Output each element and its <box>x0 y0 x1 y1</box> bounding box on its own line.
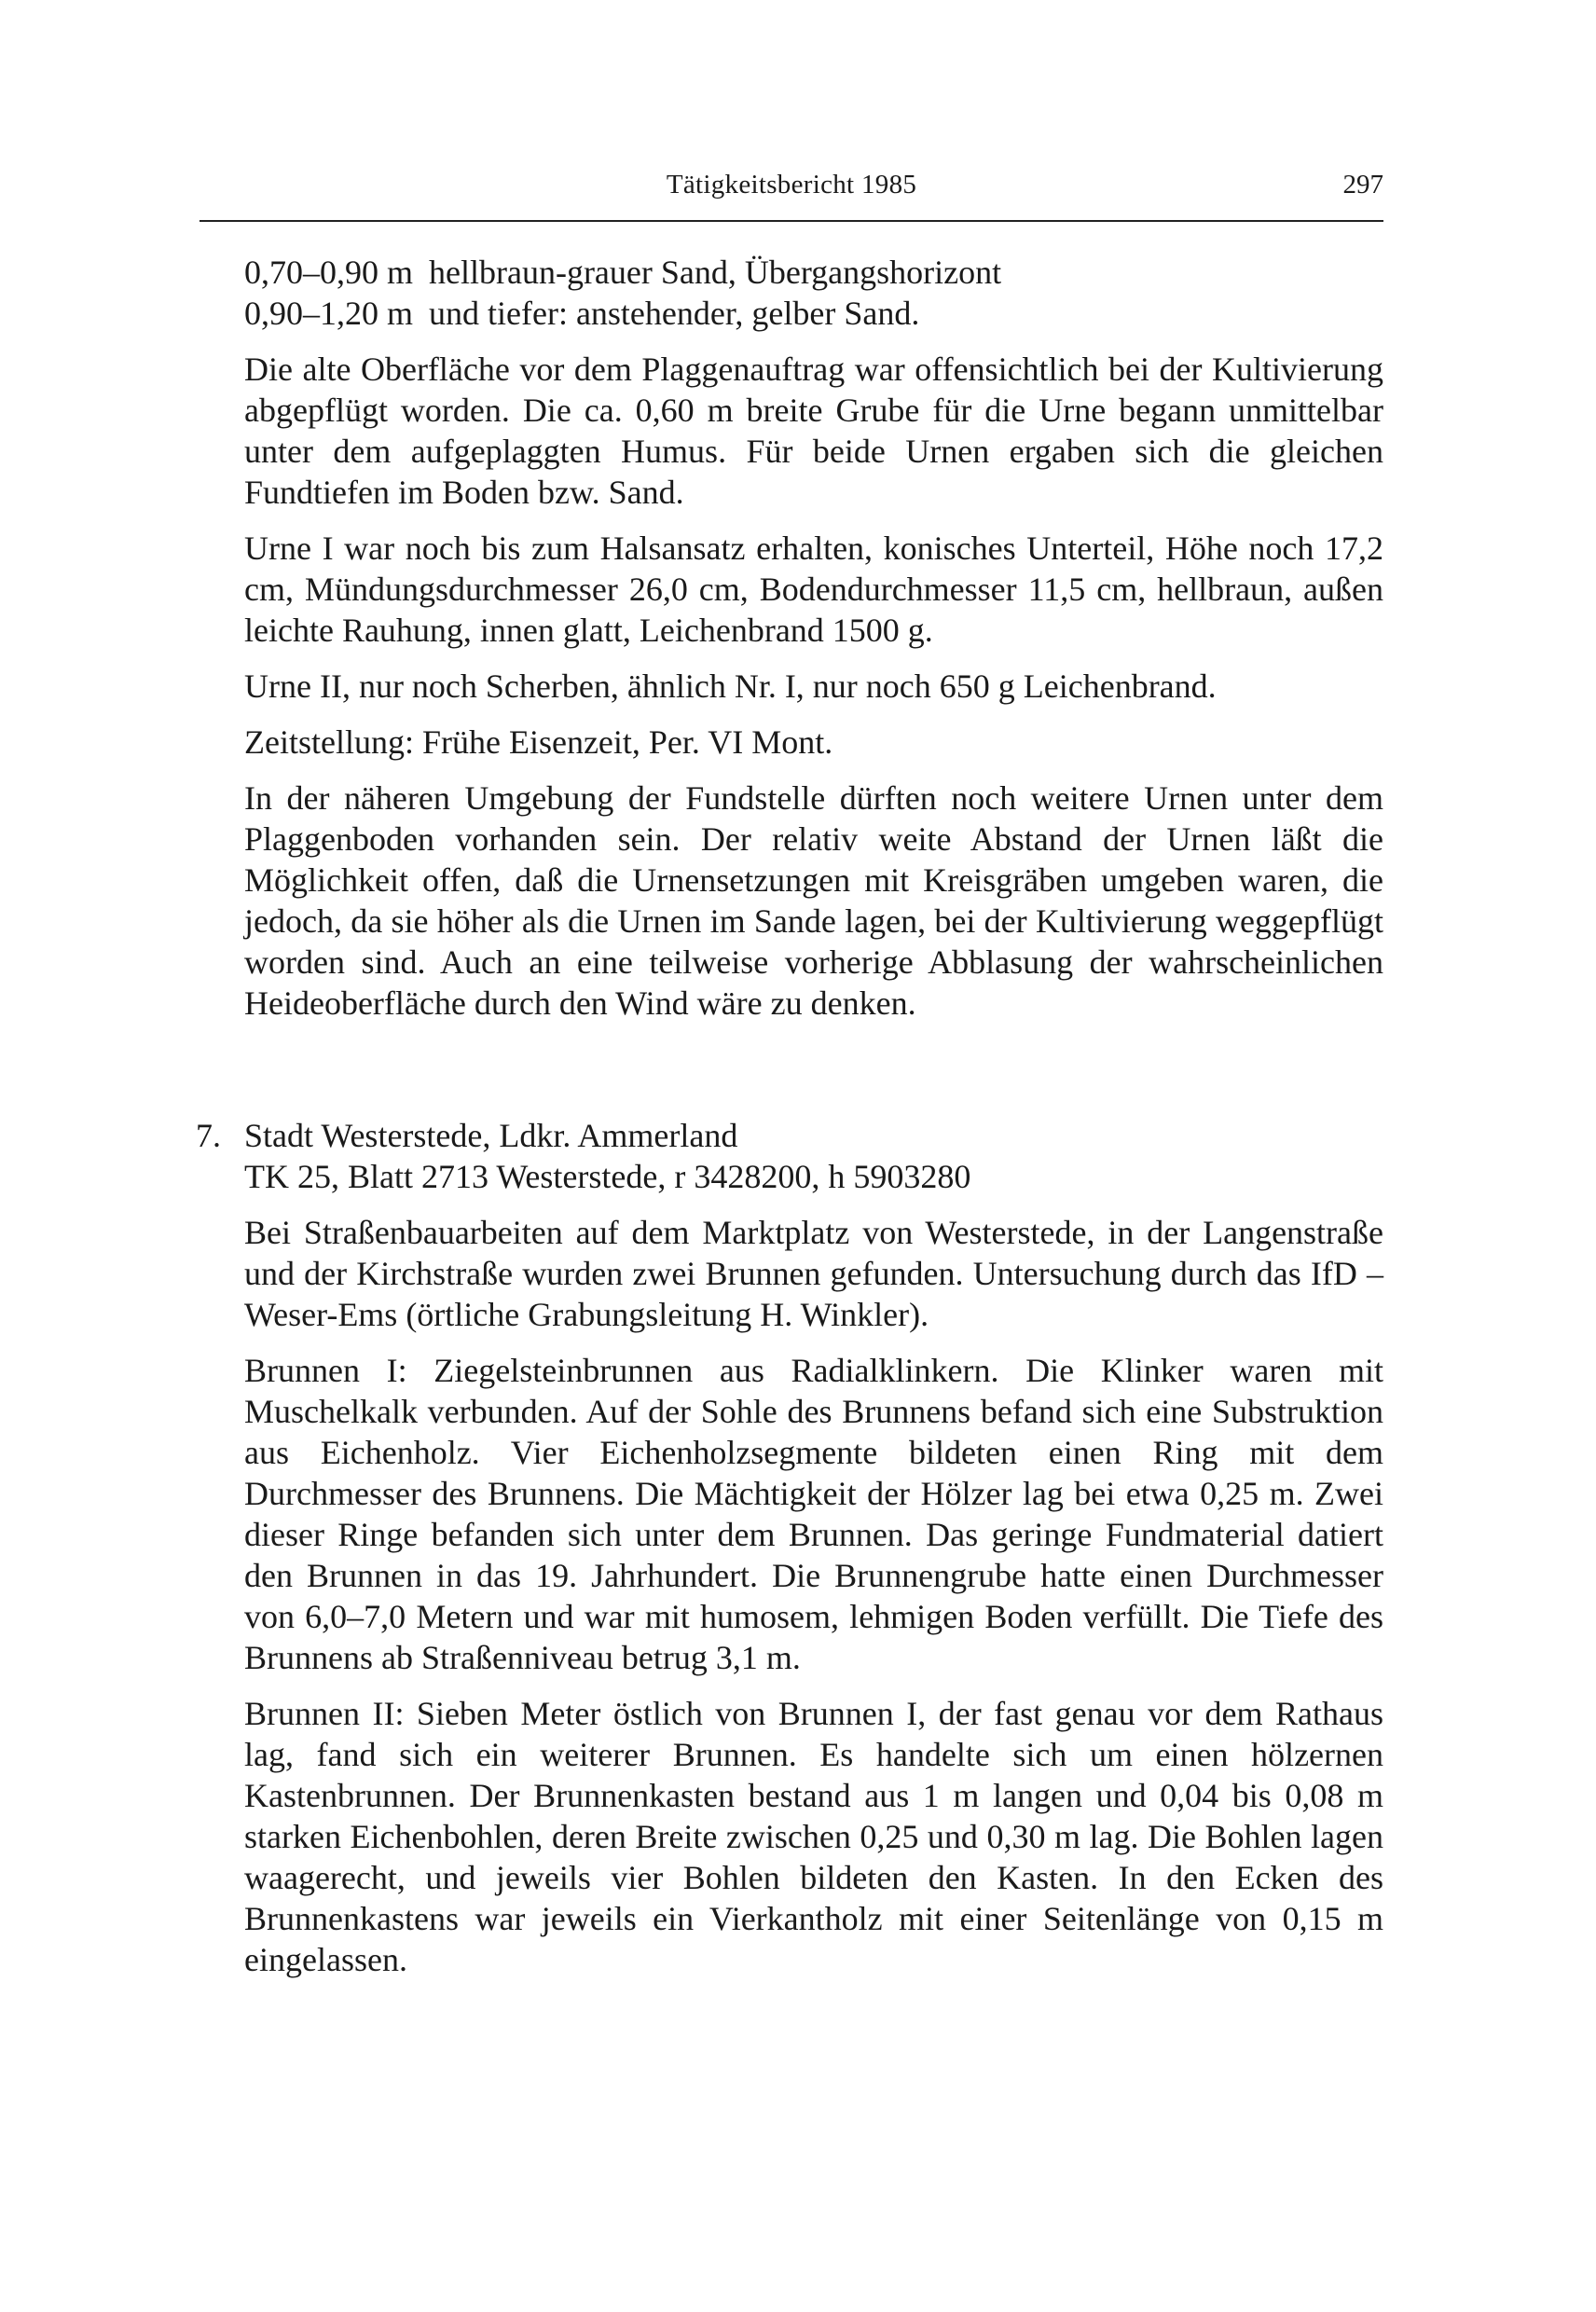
paragraph: Urne I war noch bis zum Halsansatz erhalten, konisches Unterteil, Höhe noch 17,2 cm, Mündungsdurchmesser 26,0 cm, Bodendurchmesser 11,5 cm, hellbraun, außen leichte Rauhung, innen glatt, Leichenbrand 1500 g. <box>244 530 1383 649</box>
profile-depth: 0,90–1,20 m <box>244 295 414 332</box>
paragraph: Urne II, nur noch Scherben, ähnlich Nr. I, nur noch 650 g Leichenbrand. <box>244 667 1217 705</box>
entry-heading <box>196 1115 1383 1197</box>
profile-line <box>244 293 1383 334</box>
profile-description: und tiefer: anstehender, gelber Sand. <box>429 295 920 332</box>
entry-map-reference: TK 25, Blatt 2713 Westerstede, r 3428200, h 5903280 <box>244 1158 971 1195</box>
running-title: Tätigkeitsbericht 1985 <box>666 170 917 200</box>
section-gap <box>244 1039 1383 1115</box>
paragraph: Bei Straßenbauarbeiten auf dem Marktplatz von Westerstede, in der Langenstraße und der Kirchstraße wurden zwei Brunnen gefunden. Untersuchung durch das IfD – Weser-Ems (örtliche Grabungsleitung H. Winkler). <box>244 1214 1383 1333</box>
entry-location: Stadt Westerstede, Ldkr. Ammerland <box>244 1117 738 1154</box>
paragraph: In der näheren Umgebung der Fundstelle dürften noch weitere Urnen unter dem Plaggenboden vorhanden sein. Der relativ weite Abstand der Urnen läßt die Möglichkeit offen, daß die Urnensetzungen mit Kreisgräben umgeben waren, die jedoch, da sie höher als die Urnen im Sande lagen, bei der Kultivierung weggepflügt worden sind. Auch an eine teilweise vorherige Abblasung der wahrscheinlichen Heideoberfläche durch den Wind wäre zu denken. <box>244 779 1383 1022</box>
entry-number: 7. <box>196 1117 221 1154</box>
body-text <box>196 252 1383 1995</box>
paragraph: Brunnen I: Ziegelsteinbrunnen aus Radialklinkern. Die Klinker waren mit Muschelkalk verbunden. Auf der Sohle des Brunnens befand sich eine Substruktion aus Eichenholz. Vier Eichenholzsegmente bildeten einen Ring mit dem Durchmesser des Brunnens. Die Mächtigkeit der Hölzer lag bei etwa 0,25 m. Zwei dieser Ringe befanden sich unter dem Brunnen. Das geringe Fundmaterial datiert den Brunnen in das 19. Jahrhundert. Die Brunnengrube hatte einen Durchmesser von 6,0–7,0 Metern und war mit humosem, lehmigen Boden verfüllt. Die Tiefe des Brunnens ab Straßenniveau betrug 3,1 m. <box>244 1352 1383 1676</box>
profile-line <box>244 252 1383 293</box>
running-header <box>200 170 1383 216</box>
page-number: 297 <box>1342 170 1383 200</box>
profile-description: hellbraun-grauer Sand, Übergangshorizont <box>429 254 1002 291</box>
profile-depth: 0,70–0,90 m <box>244 254 414 291</box>
header-rule <box>200 220 1383 222</box>
paragraph: Die alte Oberfläche vor dem Plaggenauftrag war offensichtlich bei der Kultivierung abgepflügt worden. Die ca. 0,60 m breite Grube für die Urne begann unmittelbar unter dem aufgeplaggten Humus. Für beide Urnen ergaben sich die gleichen Fundtiefen im Boden bzw. Sand. <box>244 351 1383 511</box>
paragraph: Zeitstellung: Frühe Eisenzeit, Per. VI Mont. <box>244 723 833 761</box>
paragraph: Brunnen II: Sieben Meter östlich von Brunnen I, der fast genau vor dem Rathaus lag, fand sich ein weiterer Brunnen. Es handelte sich um einen hölzernen Kastenbrunnen. Der Brunnenkasten bestand aus 1 m langen und 0,04 bis 0,08 m starken Eichenbohlen, deren Breite zwischen 0,25 und 0,30 m lag. Die Bohlen lagen waagerecht, und jeweils vier Bohlen bildeten den Kasten. In den Ecken des Brunnenkastens war jeweils ein Vierkantholz mit einer Seitenlänge von 0,15 m eingelassen. <box>244 1695 1383 1978</box>
